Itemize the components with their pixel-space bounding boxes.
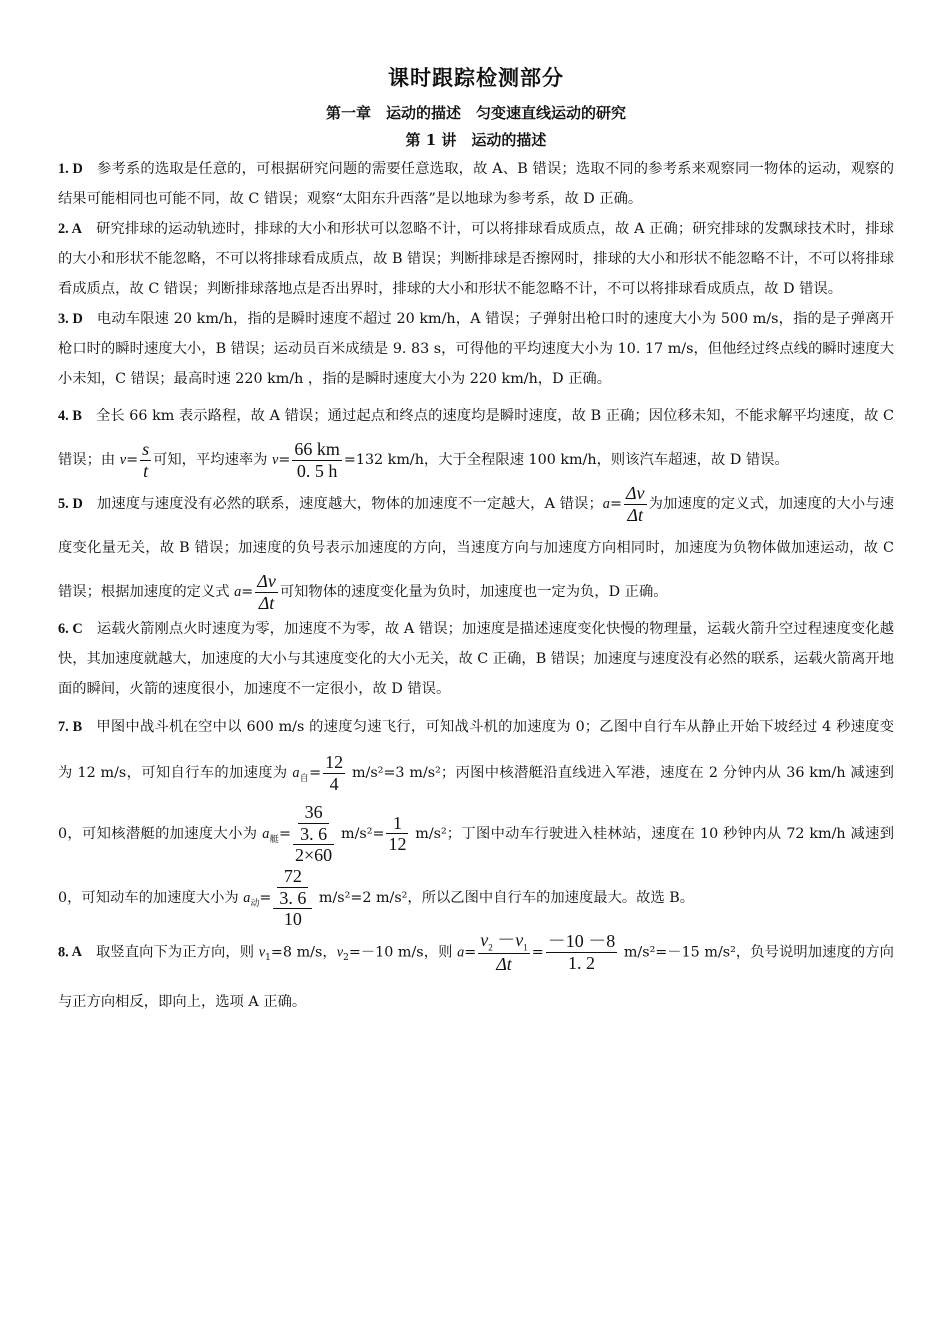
minus-sign: － bbox=[492, 929, 516, 950]
fraction-numerator bbox=[293, 802, 334, 845]
fraction-numerator: 72 bbox=[277, 866, 308, 888]
fraction-numerator: Δv bbox=[257, 570, 276, 591]
velocity-symbol: v bbox=[480, 929, 489, 950]
fraction-denominator: 2×60 bbox=[295, 845, 333, 866]
nested-fraction bbox=[277, 866, 308, 908]
answer-choice: D bbox=[72, 496, 83, 512]
document-page bbox=[58, 62, 894, 1024]
nested-fraction bbox=[298, 802, 329, 844]
explanation-text: 甲图中战斗机在空中以 600 m/s 的速度匀速飞行，可知战斗机的加速度为 0；乙图中自行车从静止开始下坡经过 4 秒速度变为 12 m/s，可知自行车的加速度为 bbox=[58, 719, 894, 781]
explanation-text: 参考系的选取是任意的，可根据研究问题的需要任意选取，故 A、B 错误；选取不同的参考系来观察同一物体的运动，观察的结果可能相同也可能不同，故 C 错误；观察“太阳东升西落”是以地球为参考系，故 D 正确。 bbox=[58, 161, 894, 207]
answer-item-2: 2. A 研究排球的运动轨迹时，排球的大小和形状可以忽略不计，可以将排球看成质点，故 A 正确；研究排球的发飘球技术时，排球的大小和形状不能忽略，不可以将排球看成质点，故 B 错误；判断排球是否擦网时，排球的大小和形状不能忽略不计，不可以将排球看成质点，故 C 错误；判断排球落地点是否出界时，排球的大小和形状不能忽略不计，不可以将排球看成质点，故 D 错误。 bbox=[58, 221, 894, 297]
subscript: 艇 bbox=[269, 834, 280, 845]
explanation-text: 为加速度的定义式，加速度的大小与速度变化量无关，故 B 错误；加速度的负号表示加速度的方向，当速度方向与加速度方向相同时，加速度为负物体做加速运动，故 C 错误；根据加速度的定义式 bbox=[58, 496, 894, 600]
fraction-numerator: s bbox=[142, 438, 150, 459]
answer-item-4: 4. B 全长 66 km 表示路程，故 A 错误；通过起点和终点的速度均是瞬时速度，故 B 正确；因位移未知，不能求解平均速度，故 C 错误；由 v= $\frac{s}{t}$ 可知，平均速率为 v= $\frac{66 km}{0. 5 h}$ =132 km/h，大于全程限速 100 km/h，则该汽车超速，故 D 错误。 bbox=[58, 408, 894, 481]
question-number: 1 bbox=[58, 161, 66, 177]
chapter-heading: 第一章 运动的描述 匀变速直线运动的研究 bbox=[325, 104, 626, 122]
explanation-text: 可知物体的速度变化量为负时，加速度也一定为负，D 正确。 bbox=[279, 584, 668, 600]
fraction-numerator: 66 km bbox=[294, 438, 340, 459]
explanation-text: m/s²；丁图中动车行驶进入桂林站，速度在 10 秒钟内从 72 km/h 减速到 0，可知动车的加速度大小为 bbox=[58, 825, 894, 906]
fraction-acceleration-definition bbox=[624, 483, 647, 525]
answer-item-6: 6. C 运载火箭刚点火时速度为零，加速度不为零，故 A 错误；加速度是描述速度变化快慢的物理量，运载火箭升空过程速度变化越快，其加速度就越大，加速度的大小与其速度变化的大小无关，故 C 正确，B 错误；加速度与速度没有必然的联系，运载火箭离开地面的瞬间，火箭的速度很小，加速度不一定很小，故 D 错误。 bbox=[58, 621, 894, 697]
fraction-numerator bbox=[478, 930, 530, 954]
answer-item-3: 3. D 电动车限速 20 km/h，指的是瞬时速度不超过 20 km/h，A 错误；子弹射出枪口时的速度大小为 500 m/s，指的是子弹离开枪口时的瞬时速度大小，B 错误；运动员百米成绩是 9. 83 s，可得他的平均速度大小为 10. 17 m/s，但他经过终点线的瞬时速度大小未知，C 错误；最高时速 220 km/h ，指的是瞬时速度大小为 220 km/h，D 正确。 bbox=[58, 311, 894, 387]
explanation-text: m/s²= bbox=[336, 825, 385, 842]
explanation-text: =8 m/s， bbox=[270, 944, 337, 961]
acceleration-symbol: a bbox=[234, 584, 242, 600]
equals-sign: = bbox=[241, 584, 254, 600]
answer-item-8: 8. A 取竖直向下为正方向，则 $v_1=8$ m/s，$v_2=-10$ m/s，则 a= $\frac{v_2 -v_1}{\Delta t}$ = $\frac{-10 -8}{1. 2}$ m/s²=－15 m/s²，负号说明加速度的方向与正方向相反，即向上，选项 A 正确。 bbox=[58, 929, 894, 1011]
velocity-symbol: v bbox=[258, 944, 266, 961]
fraction-numerator bbox=[273, 866, 312, 909]
explanation-text: 加速度与速度没有必然的联系，速度越大，物体的加速度不一定越大，A 错误； bbox=[96, 496, 603, 512]
fraction-denominator: 10 bbox=[283, 909, 302, 930]
fraction-bicycle bbox=[323, 752, 345, 794]
question-number: 7 bbox=[58, 719, 66, 735]
answer-item-7: 7. B 甲图中战斗机在空中以 600 m/s 的速度匀速飞行，可知战斗机的加速度为 0；乙图中自行车从静止开始下坡经过 4 秒速度变为 12 m/s，可知自行车的加速度为 $a_自=$ $\frac{12}{4}$ m/s²=3 m/s²；丙图中核潜艇沿直线进入军港，速度在 2 分钟内从 36 km/h 减速到 0，可知核潜艇的加速度大小为 $a_艇=$ $\frac{\frac{36}{3. 6}}{2\times 60}$ m/s²= $\frac{1}{12}$ m/s²；丁图中动车行驶进入桂林站，速度在 10 秒钟内从 72 km/h 减速到 0，可知动车的加速度大小为 $a_动=$ $\frac{\frac{72}{3. 6}}{10}$ m/s²=2 m/s²，所以乙图中自行车的加速度最大。故选 B。 bbox=[58, 719, 894, 930]
question-number: 2 bbox=[58, 221, 66, 237]
fraction-denominator: 3. 6 bbox=[300, 823, 328, 844]
velocity-symbol: v bbox=[119, 452, 127, 468]
subscript: 2 bbox=[488, 942, 493, 953]
answer-item-1: 1. D 参考系的选取是任意的，可根据研究问题的需要任意选取，故 A、B 错误；选取不同的参考系来观察同一物体的运动，观察的结果可能相同也可能不同，故 C 错误；观察“太阳东升西落”是以地球为参考系，故 D 正确。 bbox=[58, 161, 894, 207]
explanation-text: =132 km/h，大于全程限速 100 km/h，则该汽车超速，故 D 错误。 bbox=[343, 452, 789, 468]
fraction-denominator: 3. 6 bbox=[279, 887, 307, 908]
fraction-average-speed bbox=[292, 439, 342, 481]
fraction-denominator: Δt bbox=[258, 592, 275, 613]
answer-choice: A bbox=[71, 944, 82, 961]
fraction-numerator: －10 －8 bbox=[547, 931, 616, 952]
explanation-text: 运载火箭刚点火时速度为零，加速度不为零，故 A 错误；加速度是描述速度变化快慢的物理量，运载火箭升空过程速度变化越快，其加速度就越大，加速度的大小与其速度变化的大小无关，故 C 正确，B 错误；加速度与速度没有必然的联系，运载火箭离开地面的瞬间，火箭的速度很小，加速度不一定很小，故 D 错误。 bbox=[58, 621, 894, 697]
explanation-text: m/s²=2 m/s²，所以乙图中自行车的加速度最大。故选 B。 bbox=[314, 889, 695, 906]
acceleration-symbol: a bbox=[602, 496, 610, 512]
subscript: 动 bbox=[250, 898, 260, 909]
page-title: 课时跟踪检测部分 bbox=[388, 65, 564, 90]
answer-choice: C bbox=[72, 621, 83, 637]
fraction-numerator: 12 bbox=[325, 751, 344, 772]
fraction-numerator: 1 bbox=[386, 813, 408, 835]
fraction-denominator: Δt bbox=[496, 953, 512, 974]
explanation-text: 研究排球的运动轨迹时，排球的大小和形状可以忽略不计，可以将排球看成质点，故 A 正确；研究排球的发飘球技术时，排球的大小和形状不能忽略，不可以将排球看成质点，故 B 错误；判断排球是否擦网时，排球的大小和形状不能忽略不计，不可以将排球看成质点，故 C 错误；判断排球落地点是否出界时，排球的大小和形状不能忽略不计，不可以将排球看成质点，故 D 错误。 bbox=[58, 221, 894, 297]
acceleration-symbol: a bbox=[292, 765, 300, 781]
answer-item-5: 5. D 加速度与速度没有必然的联系，速度越大，物体的加速度不一定越大，A 错误；a= $\frac{\Delta v}{\Delta t}$ 为加速度的定义式，加速度的大小与速度变化量无关，故 B 错误；加速度的负号表示加速度的方向，当速度方向与加速度方向相同时，加速度为负物体做加速运动，故 C 错误；根据加速度的定义式 a= $\frac{\Delta v}{\Delta t}$ 可知物体的速度变化量为负时，加速度也一定为负，D 正确。 bbox=[58, 482, 894, 613]
subscript: 2 bbox=[343, 953, 349, 964]
answer-choice: B bbox=[72, 408, 82, 424]
velocity-symbol: v bbox=[336, 944, 344, 961]
explanation-text: 可知，平均速率为 bbox=[153, 452, 273, 468]
fraction-denominator: 1. 2 bbox=[567, 952, 595, 973]
acceleration-symbol: a bbox=[457, 944, 465, 961]
velocity-symbol: v bbox=[272, 452, 279, 468]
question-number: 5 bbox=[58, 496, 66, 512]
explanation-text: 取竖直向下为正方向，则 bbox=[95, 944, 259, 961]
subscript: 1 bbox=[265, 953, 271, 964]
explanation-text: 电动车限速 20 km/h，指的是瞬时速度不超过 20 km/h，A 错误；子弹射出枪口时的速度大小为 500 m/s，指的是子弹离开枪口时的瞬时速度大小，B 错误；运动员百米成绩是 9. 83 s，可得他的平均速度大小为 10. 17 m/s，但他经过终点线的瞬时速度大小未知，C 错误；最高时速 220 km/h ，指的是瞬时速度大小为 220 km/h，D 正确。 bbox=[58, 311, 894, 387]
fraction-numerator: 36 bbox=[298, 802, 329, 824]
fraction-denominator: t bbox=[143, 460, 149, 481]
fraction-acceleration-definition bbox=[255, 571, 278, 613]
acceleration-symbol: a bbox=[262, 825, 270, 842]
explanation-text: =－10 m/s，则 bbox=[348, 944, 458, 961]
answer-choice: D bbox=[72, 311, 83, 327]
fraction-denominator: Δt bbox=[627, 504, 643, 525]
fraction-numeric bbox=[546, 931, 618, 973]
explanation-text: m/s²=－15 m/s²，负号说明加速度的方向与正方向相反，即向上，选项 A 正确。 bbox=[58, 944, 894, 1011]
fraction-denominator: 0. 5 h bbox=[296, 460, 338, 481]
question-number: 4 bbox=[58, 408, 66, 424]
lesson-heading: 第 1 讲 运动的描述 bbox=[405, 131, 547, 149]
acceleration-symbol: a bbox=[243, 889, 251, 906]
answer-choice: A bbox=[71, 221, 82, 237]
equals-sign: = bbox=[278, 452, 291, 468]
fraction-train bbox=[273, 866, 312, 930]
equals-sign: = bbox=[126, 452, 139, 468]
velocity-symbol: v bbox=[515, 929, 524, 950]
subscript: 自 bbox=[299, 773, 310, 784]
fraction-denominator: 4 bbox=[329, 773, 339, 794]
explanation-text: 全长 66 km 表示路程，故 A 错误；通过起点和终点的速度均是瞬时速度，故 B 正确；因位移未知，不能求解平均速度，故 C 错误；由 bbox=[58, 408, 894, 468]
equals-sign: = bbox=[609, 496, 622, 512]
question-number: 8 bbox=[58, 944, 66, 961]
fraction-s-over-t bbox=[140, 439, 151, 481]
fraction-denominator: 12 bbox=[388, 834, 407, 855]
fraction-velocity-change bbox=[478, 930, 530, 975]
explanation-text: m/s²=3 m/s²；丙图中核潜艇沿直线进入军港，速度在 2 分钟内从 36 km/h 减速到 0，可知核潜艇的加速度大小为 bbox=[58, 765, 894, 842]
question-number: 6 bbox=[58, 621, 66, 637]
fraction-submarine bbox=[293, 802, 334, 866]
answer-choice: D bbox=[72, 161, 83, 177]
question-number: 3 bbox=[58, 311, 66, 327]
fraction-one-twelfth bbox=[386, 813, 408, 855]
subscript: 1 bbox=[523, 942, 528, 953]
fraction-numerator: Δv bbox=[625, 482, 645, 503]
answer-choice: B bbox=[72, 719, 83, 735]
